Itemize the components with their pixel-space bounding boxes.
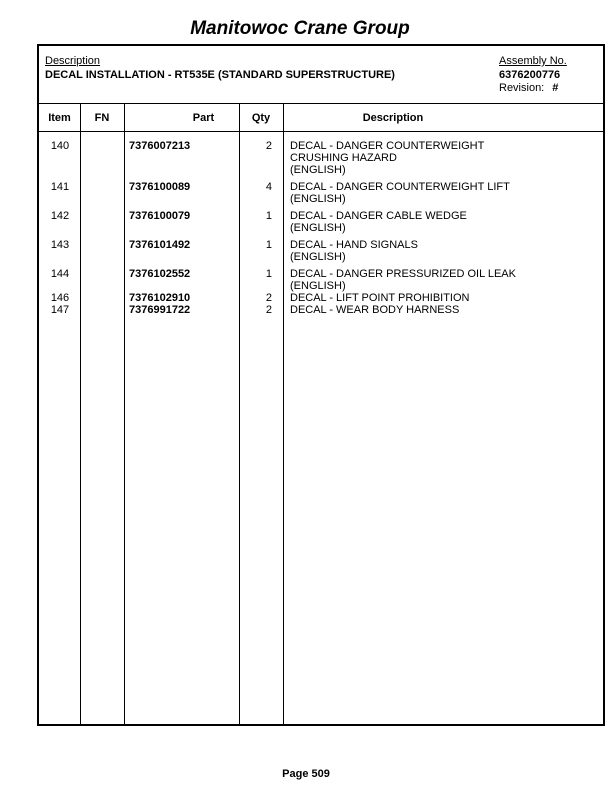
column-header-part: Part <box>192 112 215 124</box>
column-header-fn: FN <box>94 112 110 124</box>
part-number: 7376100089 <box>129 181 191 193</box>
description-line: DECAL - LIFT POINT PROHIBITION <box>290 292 470 304</box>
quantity: 2 <box>265 292 272 304</box>
quantity: 2 <box>265 304 272 316</box>
table-row <box>39 239 603 263</box>
quantity: 1 <box>265 268 272 280</box>
table-row <box>39 304 603 316</box>
item-number: 144 <box>50 268 70 280</box>
part-description <box>290 210 603 234</box>
description-line: (ENGLISH) <box>290 280 346 292</box>
part-description <box>290 140 603 176</box>
assembly-header <box>39 46 603 104</box>
item-number: 142 <box>50 210 70 222</box>
part-number: 7376102910 <box>129 292 191 304</box>
item-number: 143 <box>50 239 70 251</box>
parts-list-frame <box>37 44 605 726</box>
description-line: DECAL - WEAR BODY HARNESS <box>290 304 460 316</box>
column-header-qty: Qty <box>251 112 271 124</box>
description-label: Description <box>45 55 101 67</box>
item-number: 140 <box>50 140 70 152</box>
column-header-description: Description <box>362 112 424 124</box>
quantity: 2 <box>265 140 272 152</box>
description-line: (ENGLISH) <box>290 193 346 205</box>
description-line: DECAL - DANGER CABLE WEDGE <box>290 210 467 222</box>
description-line: DECAL - DANGER COUNTERWEIGHT <box>290 140 485 152</box>
part-description <box>290 268 603 292</box>
part-number: 7376007213 <box>129 140 191 152</box>
page-number: Page 509 <box>282 768 330 780</box>
assembly-number-label: Assembly No. <box>499 55 567 67</box>
part-number: 7376102552 <box>129 268 191 280</box>
item-number: 146 <box>50 292 70 304</box>
description-line: (ENGLISH) <box>290 222 346 234</box>
part-description <box>290 292 603 304</box>
part-number: 7376100079 <box>129 210 191 222</box>
part-number: 7376991722 <box>129 304 191 316</box>
table-row <box>39 268 603 292</box>
description-line: CRUSHING HAZARD <box>290 152 397 164</box>
parts-table-body <box>39 140 603 316</box>
description-line: DECAL - DANGER PRESSURIZED OIL LEAK <box>290 268 516 280</box>
description-line: DECAL - DANGER COUNTERWEIGHT LIFT <box>290 181 510 193</box>
column-header-item: Item <box>48 112 71 124</box>
company-title: Manitowoc Crane Group <box>190 18 410 39</box>
part-description <box>290 304 603 316</box>
quantity: 4 <box>265 181 272 193</box>
item-number: 147 <box>50 304 70 316</box>
table-row <box>39 140 603 176</box>
description-line: (ENGLISH) <box>290 251 346 263</box>
description-line: (ENGLISH) <box>290 164 346 176</box>
table-row <box>39 210 603 234</box>
revision-value: # <box>552 82 559 94</box>
assembly-description: DECAL INSTALLATION - RT535E (STANDARD SUPERSTRUCTURE) <box>45 69 395 81</box>
quantity: 1 <box>265 239 272 251</box>
table-row <box>39 292 603 304</box>
table-row <box>39 181 603 205</box>
part-description <box>290 181 603 205</box>
assembly-number: 6376200776 <box>499 69 561 81</box>
revision-label: Revision: <box>499 82 545 94</box>
description-line: DECAL - HAND SIGNALS <box>290 239 418 251</box>
part-description <box>290 239 603 263</box>
revision <box>499 82 558 94</box>
part-number: 7376101492 <box>129 239 191 251</box>
quantity: 1 <box>265 210 272 222</box>
item-number: 141 <box>50 181 70 193</box>
